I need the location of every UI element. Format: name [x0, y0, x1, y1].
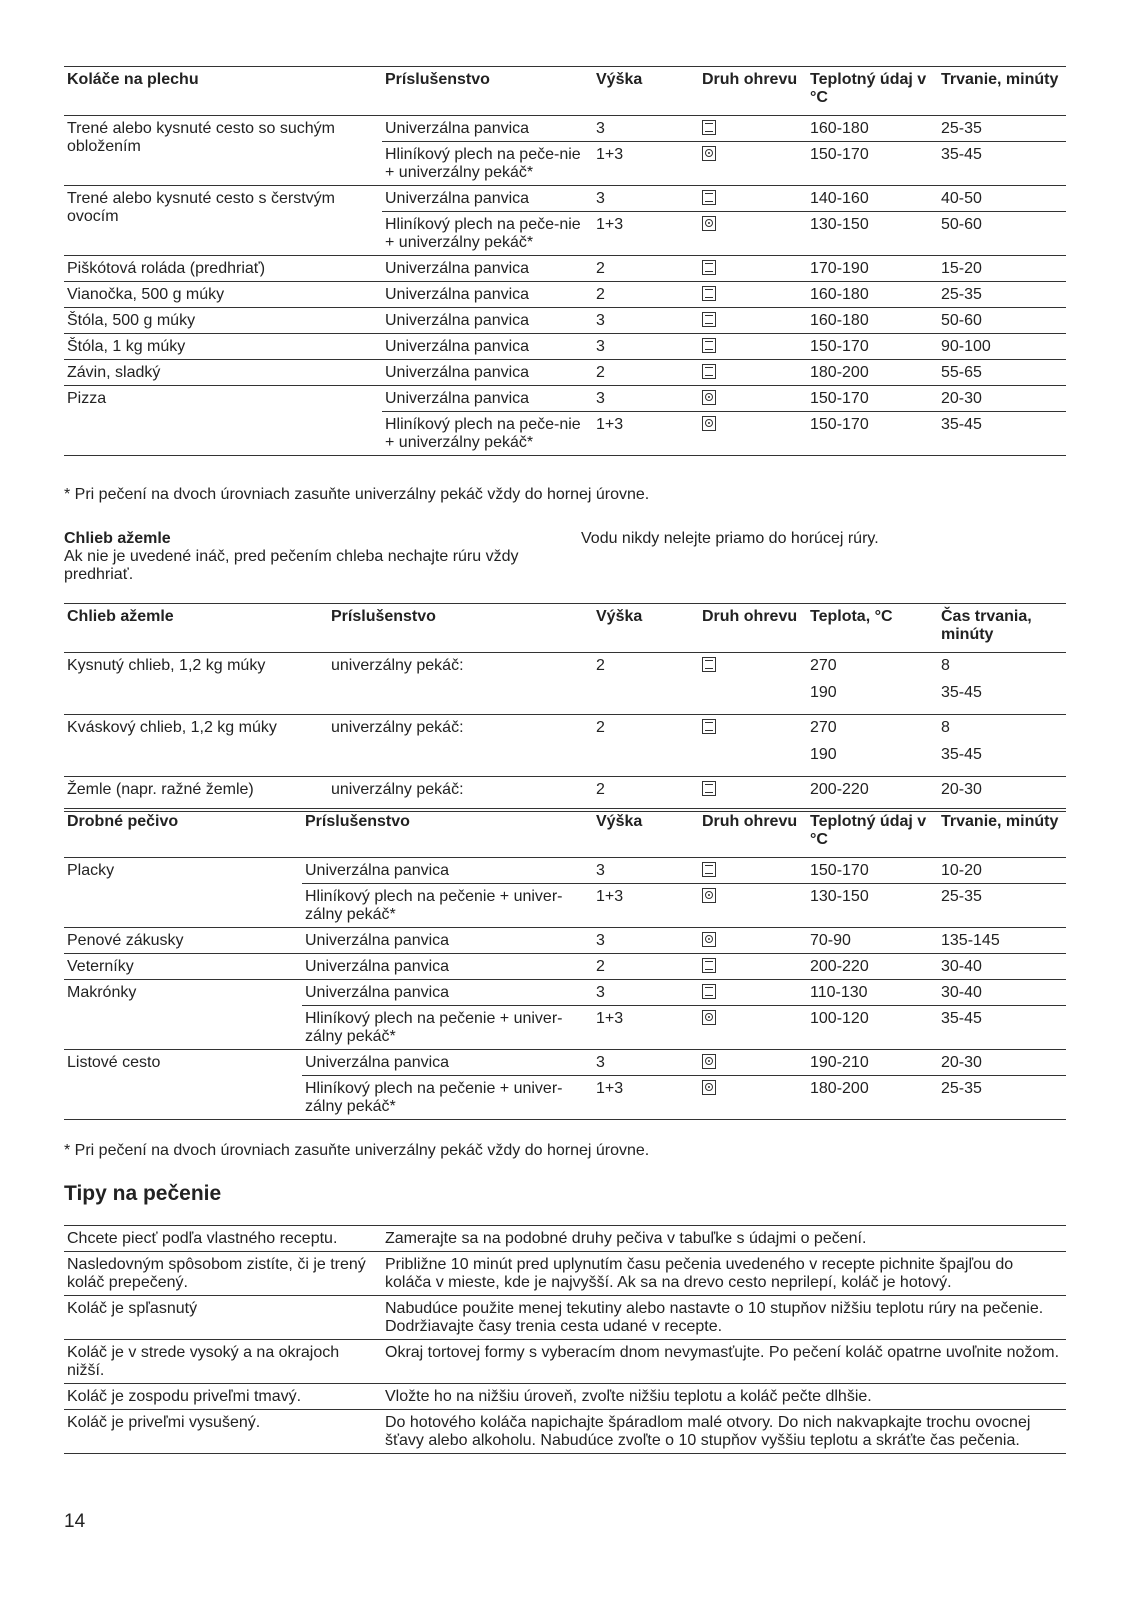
item-variants [302, 1050, 1066, 1119]
heating-mode-cell [699, 1006, 807, 1049]
table-row [64, 334, 1066, 360]
variant-row [302, 954, 1066, 979]
top-bottom-heat-icon [702, 338, 716, 353]
heating-mode-cell [699, 884, 807, 927]
accessory-cell: Univerzálna panvica [385, 286, 530, 303]
tip-row [64, 1226, 1066, 1252]
temperature-cell: 150-170 [810, 416, 869, 433]
duration-cell: 25-35 [941, 286, 982, 303]
top-bottom-heat-icon [702, 312, 716, 327]
accessory-cell: univerzálny pekáč: [331, 657, 464, 674]
temperature-cell: 200-220 [810, 958, 869, 975]
height-cell: 2 [596, 364, 605, 381]
variant-row [382, 186, 1066, 211]
table3-footnote: * Pri pečení na dvoch úrovniach zasuňte univerzálny pekáč vždy do hornej úrovne. [64, 1142, 650, 1159]
table-header-row [64, 809, 1066, 858]
height-cell: 3 [596, 984, 605, 1001]
accessory-cell: Hliníkový plech na pečenie + univer-zálny pekáč* [305, 1010, 563, 1045]
header-cell: Drobné pečivo [67, 813, 179, 830]
table-row [64, 386, 1066, 456]
accessory-cell: Univerzálna panvica [385, 120, 530, 137]
tip-problem: Koláč je spľasnutý [67, 1300, 198, 1317]
temperature-cell: 130-150 [810, 216, 869, 233]
duration-cell: 90-100 [941, 338, 991, 355]
top-bottom-heat-icon [702, 984, 716, 999]
heating-mode-cell [699, 1076, 807, 1119]
table-row [64, 954, 1066, 980]
header-cell: Čas trvania, minúty [941, 608, 1032, 643]
tip-problem: Koláč je zospodu priveľmi tmavý. [67, 1388, 302, 1405]
item-name: Veterníky [67, 958, 134, 975]
accessory-cell: Univerzálna panvica [305, 932, 450, 949]
heating-mode-cell [699, 954, 807, 979]
duration-cell: 50-60 [941, 312, 982, 329]
table-row [64, 980, 1066, 1050]
variant-row [302, 928, 1066, 953]
hot-air-icon [702, 1054, 716, 1069]
variant-row [382, 211, 1066, 255]
header-cell: Výška [596, 813, 643, 830]
item-name: Kysnutý chlieb, 1,2 kg múky [67, 657, 266, 674]
hot-air-icon [702, 932, 716, 947]
item-name: Vianočka, 500 g múky [67, 286, 225, 303]
duration-cell [938, 653, 1066, 714]
item-name: Pizza [67, 390, 107, 407]
item-name: Listové cesto [67, 1054, 161, 1071]
height-cell: 1+3 [596, 1080, 624, 1097]
height-cell: 3 [596, 862, 605, 879]
item-variants [382, 334, 1066, 359]
header-cell: Trvanie, minúty [941, 813, 1059, 830]
duration-cell: 10-20 [941, 862, 982, 879]
variant-row [382, 334, 1066, 359]
temperature-value: 270 [810, 657, 837, 674]
variant-row [382, 411, 1066, 455]
heating-mode-cell [699, 715, 807, 776]
top-bottom-heat-icon [702, 260, 716, 275]
item-name: Makrónky [67, 984, 137, 1001]
hot-air-icon [702, 1010, 716, 1025]
table-header-row [64, 604, 1066, 653]
height-cell: 3 [596, 932, 605, 949]
variant-row [382, 141, 1066, 185]
item-variants [382, 282, 1066, 307]
temperature-cell: 160-180 [810, 312, 869, 329]
accessory-cell: Univerzálna panvica [385, 190, 530, 207]
temperature-cell: 110-130 [810, 984, 868, 1001]
temperature-cell: 170-190 [810, 260, 869, 277]
item-variants [302, 980, 1066, 1049]
accessory-cell: Hliníkový plech na pečenie + univer-zálny pekáč* [305, 888, 563, 923]
top-bottom-heat-icon [702, 286, 716, 301]
duration-cell: 35-45 [941, 146, 982, 163]
item-name: Placky [67, 862, 115, 879]
duration-cell: 50-60 [941, 216, 982, 233]
tip-solution: Nabudúce použite menej tekutiny alebo nastavte o 10 stupňov nižšiu teplotu rúry na pečenie. Dodržiavajte časy trenia cesta udané v recepte. [385, 1300, 1044, 1335]
heating-mode-cell [699, 308, 807, 333]
tips-table [64, 1225, 1066, 1454]
duration-cell: 30-40 [941, 984, 982, 1001]
heating-mode-cell [699, 928, 807, 953]
tip-solution: Približne 10 minút pred uplynutím času pečenia uvedeného v recepte pichnite špajľou do koláča v mieste, kde je najvyšší. Ak sa na drevo cesto neprilepí, koláč je hotový. [385, 1256, 1014, 1291]
page-number: 14 [64, 1511, 86, 1532]
height-cell: 2 [596, 260, 605, 277]
temperature-cell: 190-210 [810, 1054, 869, 1071]
item-name: Kváskový chlieb, 1,2 kg múky [67, 719, 277, 736]
height-cell: 3 [596, 1054, 605, 1071]
tip-row [64, 1384, 1066, 1410]
variant-row [302, 1075, 1066, 1119]
top-bottom-heat-icon [702, 781, 716, 796]
item-name: Žemle (napr. ražné žemle) [67, 781, 254, 798]
variant-row [302, 883, 1066, 927]
duration-cell [938, 715, 1066, 776]
item-name: Závin, sladký [67, 364, 161, 381]
temperature-value: 190 [810, 746, 837, 763]
table-row [64, 715, 1066, 777]
heating-mode-cell [699, 186, 807, 211]
temperature-cell: 150-170 [810, 146, 869, 163]
temperature-cell [807, 777, 938, 811]
item-name: Penové zákusky [67, 932, 184, 949]
temperature-cell: 150-170 [810, 390, 869, 407]
duration-cell: 20-30 [941, 390, 982, 407]
duration-cell: 40-50 [941, 190, 982, 207]
header-cell: Trvanie, minúty [941, 71, 1059, 88]
item-variants [302, 928, 1066, 953]
accessory-cell: Univerzálna panvica [305, 862, 450, 879]
top-bottom-heat-icon [702, 364, 716, 379]
item-variants [382, 186, 1066, 255]
bread-section-title: Chlieb ažemle [64, 530, 171, 547]
temperature-cell [807, 715, 938, 776]
variant-row [302, 1005, 1066, 1049]
duration-value: 20-30 [941, 781, 982, 798]
table-row [64, 777, 1066, 812]
height-cell: 3 [596, 190, 605, 207]
table1-footnote: * Pri pečení na dvoch úrovniach zasuňte univerzálny pekáč vždy do hornej úrovne. [64, 486, 650, 503]
temperature-cell: 180-200 [810, 364, 869, 381]
temperature-cell: 160-180 [810, 120, 869, 137]
accessory-cell: univerzálny pekáč: [331, 719, 464, 736]
heating-mode-cell [699, 256, 807, 281]
header-cell: Teplotný údaj v °C [810, 71, 927, 106]
top-bottom-heat-icon [702, 120, 716, 135]
duration-cell: 35-45 [941, 416, 982, 433]
heating-mode-cell [699, 116, 807, 141]
table-row [64, 186, 1066, 256]
header-cell: Koláče na plechu [67, 71, 199, 88]
heating-mode-cell [699, 282, 807, 307]
header-cell: Druh ohrevu [702, 71, 798, 88]
duration-value: 8 [941, 719, 950, 736]
header-cell: Príslušenstvo [305, 813, 410, 830]
accessory-cell: Univerzálna panvica [385, 260, 530, 277]
tip-row [64, 1296, 1066, 1340]
temperature-cell: 130-150 [810, 888, 869, 905]
duration-value: 8 [941, 657, 950, 674]
top-bottom-heat-icon [702, 958, 716, 973]
tip-row [64, 1340, 1066, 1384]
bread-table [64, 603, 1066, 812]
item-name: Trené alebo kysnuté cesto so suchým obložením [67, 120, 335, 155]
hot-air-icon [702, 416, 716, 431]
height-cell: 2 [596, 719, 605, 736]
table-row [64, 1050, 1066, 1120]
duration-cell [938, 777, 1066, 811]
table-row [64, 308, 1066, 334]
tips-title: Tipy na pečenie [64, 1182, 222, 1205]
item-variants [302, 954, 1066, 979]
header-cell: Teplotný údaj v °C [810, 813, 927, 848]
variant-row [302, 1050, 1066, 1075]
hot-air-icon [702, 888, 716, 903]
heating-mode-cell [699, 1050, 807, 1075]
accessory-cell: Hliníkový plech na peče-nie + univerzálny pekáč* [385, 416, 581, 451]
accessory-cell: Univerzálna panvica [385, 390, 530, 407]
item-variants [382, 116, 1066, 185]
variant-row [382, 116, 1066, 141]
tip-problem: Chcete piecť podľa vlastného receptu. [67, 1230, 338, 1247]
temperature-cell: 150-170 [810, 862, 869, 879]
temperature-cell: 140-160 [810, 190, 869, 207]
table-row [64, 858, 1066, 928]
item-variants [382, 386, 1066, 455]
item-variants [382, 256, 1066, 281]
accessory-cell: Univerzálna panvica [385, 312, 530, 329]
height-cell: 2 [596, 958, 605, 975]
accessory-cell: Hliníkový plech na peče-nie + univerzálny pekáč* [385, 216, 581, 251]
heating-mode-cell [699, 386, 807, 411]
height-cell: 3 [596, 120, 605, 137]
top-bottom-heat-icon [702, 190, 716, 205]
bread-section-text: Ak nie je uvedené ináč, pred pečením chleba nechajte rúru vždy predhriať. [64, 548, 519, 583]
temperature-value: 200-220 [810, 781, 869, 798]
variant-row [382, 282, 1066, 307]
heating-mode-cell [699, 980, 807, 1005]
item-name: Trené alebo kysnuté cesto s čerstvým ovocím [67, 190, 335, 225]
variant-row [382, 386, 1066, 411]
heating-mode-cell [699, 777, 807, 811]
height-cell: 1+3 [596, 416, 624, 433]
duration-cell: 25-35 [941, 1080, 982, 1097]
header-cell: Výška [596, 71, 643, 88]
tip-row [64, 1252, 1066, 1296]
tip-solution: Okraj tortovej formy s vyberacím dnom nevymasťujte. Po pečení koláč opatrne uvoľnite nožom. [385, 1344, 1060, 1361]
height-cell: 3 [596, 312, 605, 329]
tip-problem: Koláč je priveľmi vysušený. [67, 1414, 261, 1431]
item-name: Štóla, 1 kg múky [67, 338, 186, 355]
hot-air-icon [702, 390, 716, 405]
accessory-cell: Hliníkový plech na pečenie + univer-zálny pekáč* [305, 1080, 563, 1115]
header-cell: Príslušenstvo [385, 71, 490, 88]
hot-air-icon [702, 1080, 716, 1095]
hot-air-icon [702, 216, 716, 231]
header-cell: Druh ohrevu [702, 813, 798, 830]
bread-warning: Vodu nikdy nelejte priamo do horúcej rúry. [581, 530, 879, 547]
temperature-cell: 150-170 [810, 338, 869, 355]
table-row [64, 256, 1066, 282]
tip-solution: Vložte ho na nižšiu úroveň, zvoľte nižšiu teplotu a koláč pečte dlhšie. [385, 1388, 872, 1405]
variant-row [382, 308, 1066, 333]
table-row [64, 360, 1066, 386]
small-pastry-table [64, 808, 1066, 1120]
accessory-cell: univerzálny pekáč: [331, 781, 464, 798]
duration-cell: 20-30 [941, 1054, 982, 1071]
temperature-cell: 180-200 [810, 1080, 869, 1097]
item-name: Piškótová roláda (predhriať) [67, 260, 266, 277]
hot-air-icon [702, 146, 716, 161]
heating-mode-cell [699, 653, 807, 714]
cakes-on-tray-table [64, 66, 1066, 456]
height-cell: 2 [596, 781, 605, 798]
duration-cell: 35-45 [941, 1010, 982, 1027]
top-bottom-heat-icon [702, 657, 716, 672]
accessory-cell: Univerzálna panvica [305, 1054, 450, 1071]
item-variants [382, 360, 1066, 385]
variant-row [382, 256, 1066, 281]
duration-cell: 55-65 [941, 364, 982, 381]
item-variants [302, 858, 1066, 927]
table-row [64, 928, 1066, 954]
duration-cell: 25-35 [941, 888, 982, 905]
tip-solution: Zamerajte sa na podobné druhy pečiva v tabuľke s údajmi o pečení. [385, 1230, 867, 1247]
heating-mode-cell [699, 360, 807, 385]
temperature-cell: 100-120 [810, 1010, 869, 1027]
height-cell: 1+3 [596, 1010, 624, 1027]
temperature-value: 190 [810, 684, 837, 701]
tip-problem: Nasledovným spôsobom zistíte, či je trený koláč prepečený. [67, 1256, 366, 1291]
item-name: Štóla, 500 g múky [67, 312, 196, 329]
duration-value: 35-45 [941, 684, 982, 701]
duration-value: 35-45 [941, 746, 982, 763]
heating-mode-cell [699, 212, 807, 255]
header-cell: Chlieb ažemle [67, 608, 174, 625]
accessory-cell: Univerzálna panvica [385, 364, 530, 381]
top-bottom-heat-icon [702, 862, 716, 877]
item-variants [382, 308, 1066, 333]
duration-cell: 135-145 [941, 932, 1000, 949]
height-cell: 2 [596, 286, 605, 303]
temperature-cell: 160-180 [810, 286, 869, 303]
variant-row [302, 980, 1066, 1005]
top-bottom-heat-icon [702, 719, 716, 734]
tip-row [64, 1410, 1066, 1454]
header-cell: Príslušenstvo [331, 608, 436, 625]
height-cell: 3 [596, 390, 605, 407]
table-row [64, 116, 1066, 186]
height-cell: 2 [596, 657, 605, 674]
temperature-value: 270 [810, 719, 837, 736]
duration-cell: 25-35 [941, 120, 982, 137]
duration-cell: 15-20 [941, 260, 982, 277]
table-row [64, 653, 1066, 715]
height-cell: 3 [596, 338, 605, 355]
accessory-cell: Univerzálna panvica [305, 984, 450, 1001]
duration-cell: 30-40 [941, 958, 982, 975]
table-header-row [64, 67, 1066, 116]
height-cell: 1+3 [596, 888, 624, 905]
accessory-cell: Univerzálna panvica [385, 338, 530, 355]
accessory-cell: Hliníkový plech na peče-nie + univerzálny pekáč* [385, 146, 581, 181]
header-cell: Teplota, °C [810, 608, 893, 625]
heating-mode-cell [699, 412, 807, 455]
header-cell: Druh ohrevu [702, 608, 798, 625]
height-cell: 1+3 [596, 146, 624, 163]
heating-mode-cell [699, 858, 807, 883]
height-cell: 1+3 [596, 216, 624, 233]
header-cell: Výška [596, 608, 643, 625]
heating-mode-cell [699, 142, 807, 185]
temperature-cell [807, 653, 938, 714]
tip-solution: Do hotového koláča napichajte špáradlom malé otvory. Do nich nakvapkajte trochu ovocnej šťavy alebo alkoholu. Nabudúce zvoľte o 10 stupňov vyššiu teplotu a skráťte čas pečenia. [385, 1414, 1031, 1449]
accessory-cell: Univerzálna panvica [305, 958, 450, 975]
variant-row [302, 858, 1066, 883]
tip-problem: Koláč je v strede vysoký a na okrajoch nižší. [67, 1344, 340, 1379]
table-row [64, 282, 1066, 308]
temperature-cell: 70-90 [810, 932, 851, 949]
heating-mode-cell [699, 334, 807, 359]
variant-row [382, 360, 1066, 385]
